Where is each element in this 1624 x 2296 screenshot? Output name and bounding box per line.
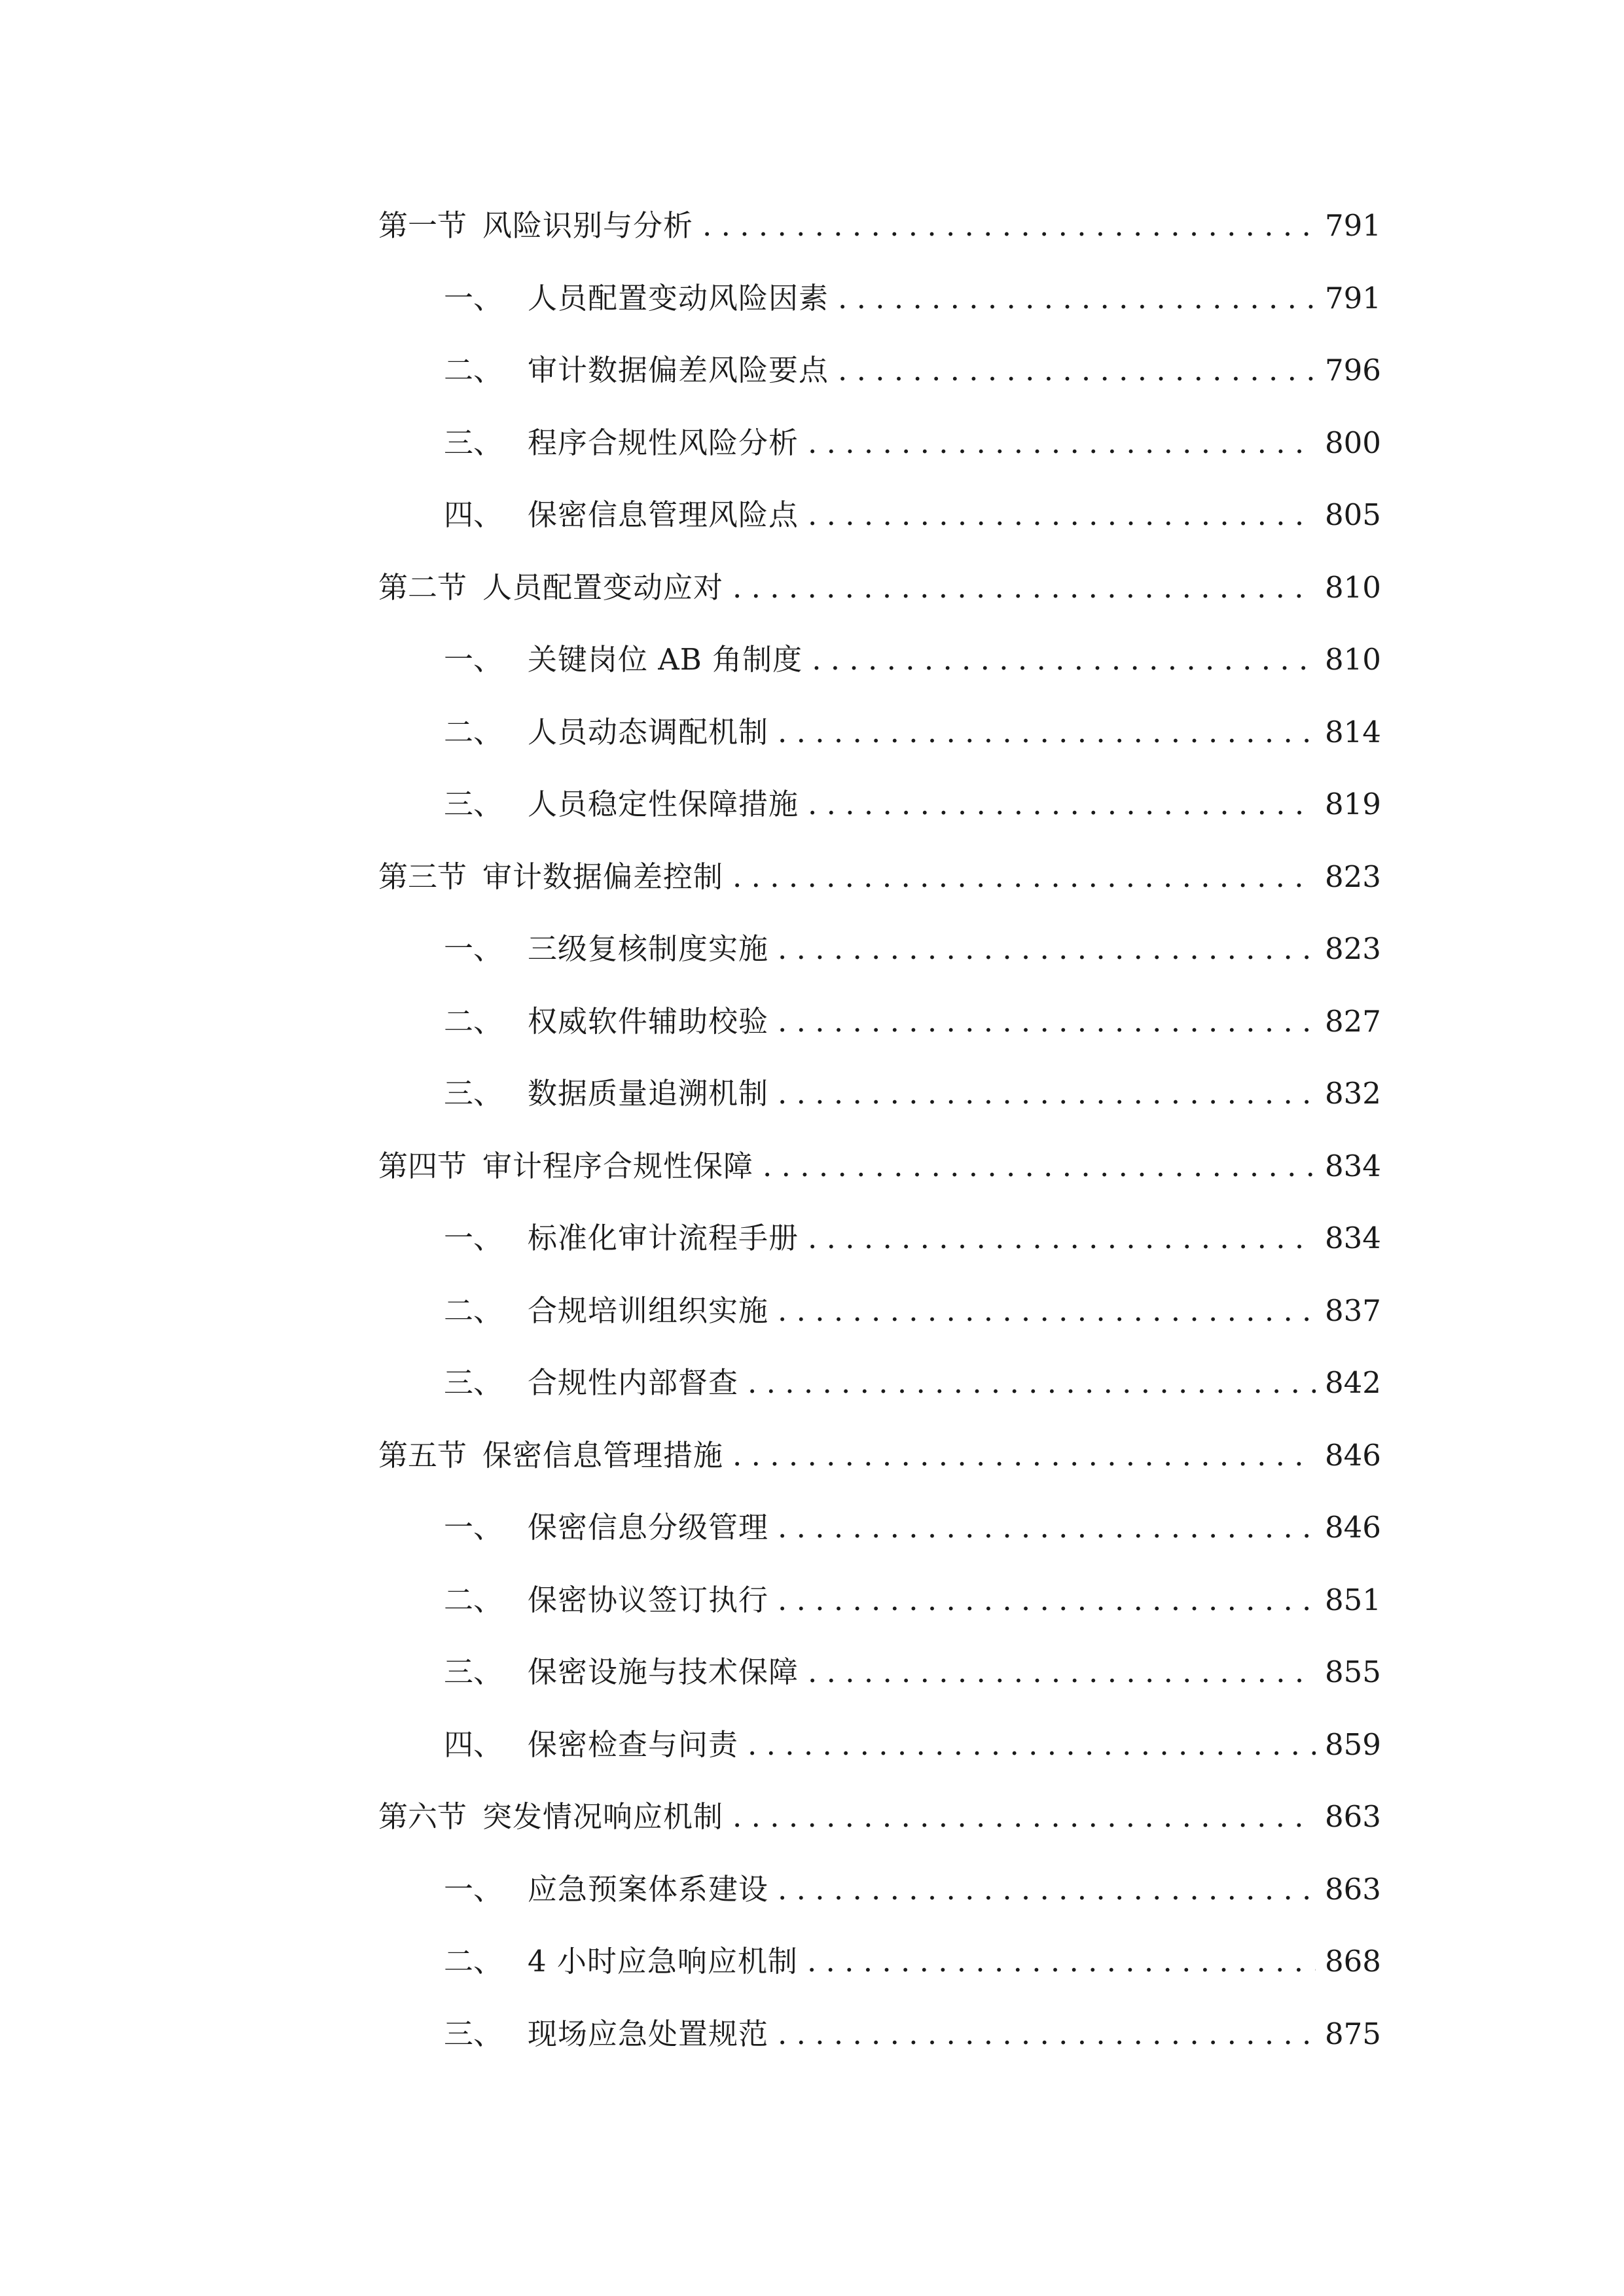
- toc-item[interactable]: [378, 696, 1380, 769]
- toc-title: 风险识别与分析: [482, 208, 694, 243]
- toc-label: 第二节: [378, 569, 467, 605]
- dot-leader: [778, 1998, 1316, 2071]
- dot-leader: [748, 1347, 1316, 1420]
- dot-leader: [808, 768, 1316, 841]
- toc-label: 一、: [444, 931, 503, 966]
- toc-page-number: 868: [1325, 1944, 1381, 1979]
- toc-label: 一、: [444, 1221, 503, 1255]
- toc-title: 保密协议签订执行: [528, 1582, 769, 1617]
- dot-leader: [808, 407, 1316, 480]
- toc-page-number: 823: [1325, 931, 1381, 966]
- dot-leader: [732, 1781, 1316, 1854]
- toc-label: 二、: [444, 1293, 503, 1328]
- toc-title: 合规培训组织实施: [528, 1293, 769, 1328]
- toc-item[interactable]: [378, 1926, 1380, 1998]
- toc-label: 二、: [444, 1582, 503, 1617]
- toc-title: 保密检查与问责: [528, 1727, 739, 1762]
- toc-title: 数据质量追溯机制: [528, 1076, 769, 1111]
- toc-title: 审计程序合规性保障: [482, 1148, 754, 1183]
- toc-page-number: 875: [1325, 2016, 1381, 2051]
- dot-leader: [812, 624, 1316, 696]
- toc-section-4[interactable]: [378, 1130, 1380, 1203]
- dot-leader: [732, 1420, 1316, 1492]
- dot-leader: [838, 334, 1316, 407]
- toc-label: 第六节: [378, 1799, 467, 1834]
- dot-leader: [808, 1202, 1316, 1275]
- toc-section-1[interactable]: [378, 190, 1380, 262]
- dot-leader: [778, 1564, 1316, 1637]
- toc-label: 三、: [444, 1076, 503, 1111]
- toc-page-number: 863: [1325, 1799, 1381, 1834]
- toc-item[interactable]: [378, 1998, 1380, 2071]
- toc-label: 三、: [444, 425, 503, 460]
- toc-item[interactable]: [378, 1202, 1380, 1275]
- dot-leader: [748, 1709, 1316, 1782]
- toc-title: 人员配置变动应对: [482, 569, 724, 605]
- dot-leader: [778, 696, 1316, 769]
- toc-page-number: 832: [1325, 1076, 1381, 1111]
- toc-label: 四、: [444, 1727, 503, 1762]
- toc-page-number: 834: [1325, 1148, 1381, 1183]
- toc-title: 突发情况响应机制: [482, 1799, 724, 1834]
- toc-page-number: 827: [1325, 1003, 1381, 1039]
- toc-section-3[interactable]: [378, 841, 1380, 914]
- toc-section-6[interactable]: [378, 1781, 1380, 1854]
- toc-label: 第五节: [378, 1437, 467, 1473]
- toc-title: 保密信息分级管理: [528, 1510, 769, 1545]
- toc-title: 人员配置变动风险因素: [528, 280, 829, 315]
- toc-title: 程序合规性风险分析: [528, 425, 799, 460]
- toc-label: 二、: [444, 714, 503, 749]
- toc-label: 第三节: [378, 859, 467, 894]
- toc-title: 审计数据偏差风险要点: [528, 353, 829, 387]
- dot-leader: [778, 1058, 1316, 1130]
- dot-leader: [732, 552, 1316, 624]
- toc-item[interactable]: [378, 1492, 1380, 1564]
- toc-label: 三、: [444, 787, 503, 821]
- toc-label: 一、: [444, 1871, 503, 1907]
- table-of-contents: [378, 190, 1380, 2070]
- toc-page-number: 800: [1325, 425, 1381, 460]
- toc-page-number: 846: [1325, 1437, 1381, 1473]
- dot-leader: [778, 1275, 1316, 1348]
- toc-page-number: 837: [1325, 1293, 1381, 1328]
- toc-page-number: 834: [1325, 1221, 1381, 1255]
- toc-title: 权威软件辅助校验: [528, 1003, 769, 1039]
- toc-page-number: 851: [1325, 1582, 1381, 1617]
- toc-label: 第四节: [378, 1148, 467, 1183]
- toc-label: 一、: [444, 1510, 503, 1545]
- toc-title: 三级复核制度实施: [528, 931, 769, 966]
- toc-label: 第一节: [378, 208, 467, 243]
- toc-label: 四、: [444, 497, 503, 532]
- dot-leader: [808, 479, 1316, 552]
- toc-item[interactable]: [378, 334, 1380, 407]
- toc-item[interactable]: [378, 262, 1380, 335]
- dot-leader: [778, 913, 1316, 986]
- toc-item[interactable]: [378, 1854, 1380, 1926]
- toc-section-5[interactable]: [378, 1420, 1380, 1492]
- toc-page-number: 814: [1325, 714, 1381, 749]
- toc-item[interactable]: [378, 1709, 1380, 1782]
- toc-page-number: 846: [1325, 1510, 1381, 1545]
- toc-title: 保密信息管理风险点: [528, 497, 799, 532]
- toc-label: 三、: [444, 1655, 503, 1689]
- dot-leader: [732, 841, 1316, 914]
- toc-title: 保密信息管理措施: [482, 1437, 724, 1473]
- toc-page-number: 810: [1325, 569, 1381, 605]
- toc-title: 标准化审计流程手册: [528, 1221, 799, 1255]
- dot-leader: [778, 1854, 1316, 1926]
- toc-label: 二、: [444, 1003, 503, 1039]
- toc-page-number: 842: [1325, 1365, 1381, 1400]
- toc-page-number: 791: [1325, 280, 1381, 315]
- toc-item[interactable]: [378, 407, 1380, 480]
- toc-title: 合规性内部督查: [528, 1365, 739, 1400]
- toc-title: 保密设施与技术保障: [528, 1655, 799, 1689]
- toc-label: 一、: [444, 642, 503, 677]
- toc-title: 应急预案体系建设: [528, 1871, 769, 1907]
- toc-label: 二、: [444, 1944, 503, 1979]
- toc-title: 关键岗位 AB 角制度: [528, 642, 803, 677]
- toc-item[interactable]: [378, 1347, 1380, 1420]
- toc-item[interactable]: [378, 1275, 1380, 1348]
- toc-title: 人员动态调配机制: [528, 714, 769, 749]
- dot-leader: [778, 1492, 1316, 1564]
- toc-page-number: 859: [1325, 1727, 1381, 1762]
- toc-item[interactable]: [378, 986, 1380, 1058]
- toc-title: 现场应急处置规范: [528, 2016, 769, 2051]
- dot-leader: [807, 1926, 1316, 1998]
- toc-page-number: 855: [1325, 1655, 1381, 1689]
- dot-leader: [702, 190, 1316, 262]
- toc-section-2[interactable]: [378, 552, 1380, 624]
- toc-title: 审计数据偏差控制: [482, 859, 724, 894]
- toc-item[interactable]: [378, 1058, 1380, 1130]
- toc-title: 人员稳定性保障措施: [528, 787, 799, 821]
- toc-item[interactable]: [378, 479, 1380, 552]
- toc-page-number: 791: [1325, 208, 1381, 243]
- toc-item[interactable]: [378, 913, 1380, 986]
- toc-label: 一、: [444, 280, 503, 315]
- toc-title: 4 小时应急响应机制: [528, 1944, 798, 1979]
- toc-page-number: 796: [1325, 353, 1381, 387]
- toc-item[interactable]: [378, 1564, 1380, 1637]
- dot-leader: [763, 1130, 1316, 1203]
- dot-leader: [808, 1636, 1316, 1709]
- toc-label: 二、: [444, 353, 503, 387]
- toc-label: 三、: [444, 2016, 503, 2051]
- toc-page-number: 810: [1325, 642, 1381, 677]
- toc-page-number: 823: [1325, 859, 1381, 894]
- dot-leader: [838, 262, 1316, 335]
- toc-item[interactable]: [378, 1636, 1380, 1709]
- dot-leader: [778, 986, 1316, 1058]
- toc-page-number: 819: [1325, 787, 1381, 821]
- toc-label: 三、: [444, 1365, 503, 1400]
- toc-item[interactable]: [378, 624, 1380, 696]
- toc-page-number: 863: [1325, 1871, 1381, 1907]
- toc-page-number: 805: [1325, 497, 1381, 532]
- toc-item[interactable]: [378, 768, 1380, 841]
